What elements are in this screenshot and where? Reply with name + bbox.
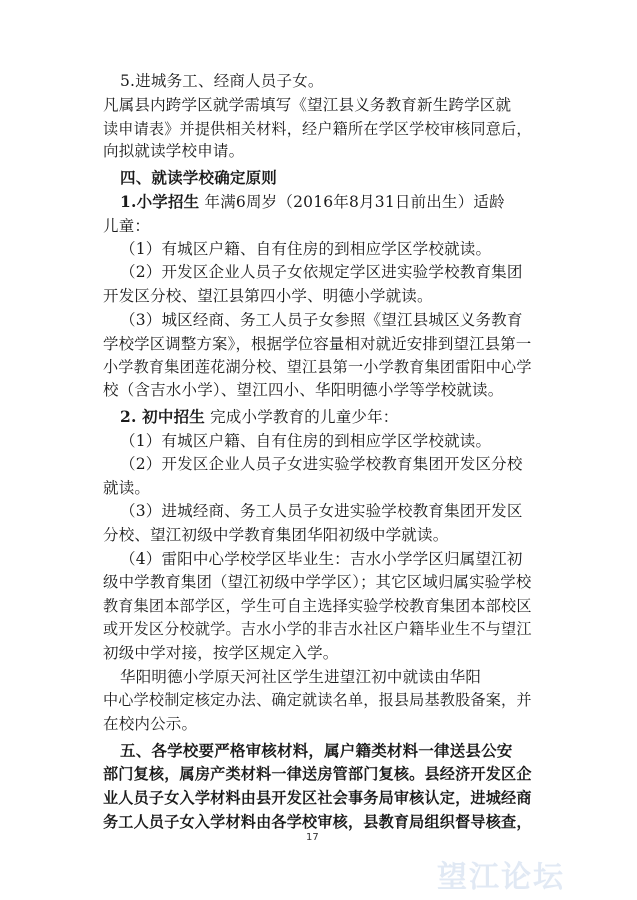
text-line-content: （3）进城经商、务工人员子女进实验学校教育集团开发区	[120, 502, 523, 520]
text-line	[103, 619, 532, 639]
text-line	[103, 380, 503, 400]
text-line	[103, 334, 531, 354]
text-line	[120, 549, 523, 569]
text-line	[120, 741, 513, 761]
text-line	[103, 643, 339, 663]
text-line	[103, 525, 448, 545]
text-line-content: 在校内公示。	[103, 715, 198, 733]
text-line-content: （1）有城区户籍、自有住房的到相应学区学校就读。	[120, 432, 492, 450]
text-line	[103, 788, 532, 808]
text-line-content: （3）城区经商、务工人员子女参照《望江县城区义务教育	[120, 311, 523, 329]
text-line-content: （1）有城区户籍、自有住房的到相应学区学校就读。	[120, 240, 492, 258]
text-line	[103, 216, 150, 236]
text-line	[120, 501, 523, 521]
text-line	[103, 572, 531, 592]
text-line	[103, 119, 532, 139]
text-line	[103, 812, 532, 832]
text-line-content: 学校学区调整方案》，根据学位容量相对就近安排到望江县第一	[103, 335, 532, 353]
text-line-content: （2）开发区企业人员子女依规定学区进实验学校教育集团	[120, 263, 523, 281]
text-line-content: （2）开发区企业人员子女进实验学校教育集团开发区分校	[120, 455, 523, 473]
text-line-content: 儿童：	[103, 217, 151, 235]
text-line-content: 开发区分校、望江县第四小学、明德小学就读。	[103, 287, 433, 305]
text-line-content: 或开发区分校就学。吉水小学的非吉水社区户籍毕业生不与望江	[103, 620, 532, 638]
text-line-content: 务工人员子女入学材料由各学校审核，县教育局组织督导核查，	[103, 813, 532, 831]
text-line	[120, 192, 505, 212]
watermark-text: 望江论坛	[437, 860, 565, 895]
text-line-content: 校（含吉水小学）、望江四小、华阳明德小学等学校就读。	[103, 381, 504, 399]
text-line-content: 中心学校制定核定办法、确定就读名单，报县局基教股备案，并	[103, 691, 532, 709]
text-line-content: 5.进城务工、经商人员子女。	[120, 72, 324, 90]
text-line-content: 分校、望江初级中学教育集团华阳初级中学就读。	[103, 526, 449, 544]
text-line-content: 部门复核，属房产类材料一律送房管部门复核。县经济开发区企	[103, 765, 532, 783]
text-line	[120, 454, 523, 474]
text-line	[120, 71, 324, 91]
text-line	[120, 262, 523, 282]
text-line-content: （4）雷阳中心学校学区毕业生：吉水小学学区归属望江初	[120, 550, 523, 568]
text-line	[103, 95, 511, 115]
text-line-content: 级中学教育集团（望江初级中学学区）；其它区域归属实验学校	[103, 573, 532, 591]
text-line	[120, 667, 481, 687]
text-line-content: 五、各学校要严格审核材料，属户籍类材料一律送县公安	[120, 741, 513, 760]
text-line	[103, 596, 532, 616]
text-line	[120, 431, 491, 451]
text-line-content: 就读。	[103, 479, 151, 497]
text-line-rest: 完成小学教育的儿童少年：	[204, 408, 399, 426]
text-line-content: 教育集团本部学区，学生可自主选择实验学校教育集团本部校区	[103, 597, 532, 615]
text-line-content: 初级中学对接，按学区规定入学。	[103, 644, 339, 662]
text-line-content: 向拟就读学校申请。	[103, 142, 245, 160]
watermark-logo	[437, 854, 633, 894]
text-line-content: 1.小学招生	[120, 192, 200, 211]
text-line	[103, 141, 244, 161]
text-line-content: 读申请表》并提供相关材料，经户籍所在学区学校审核同意后，	[103, 120, 532, 138]
text-line	[120, 310, 523, 330]
text-line-content: 2. 初中招生	[120, 407, 205, 426]
page-number: 17	[306, 832, 319, 843]
text-line-content: 凡属县内跨学区就学需填写《望江县义务教育新生跨学区就	[103, 96, 512, 114]
text-line	[103, 478, 150, 498]
text-line	[103, 286, 433, 306]
text-line-content: 华阳明德小学原天河社区学生进望江初中就读由华阳	[120, 668, 482, 686]
text-line	[103, 357, 532, 377]
text-line-content: 小学教育集团莲花湖分校、望江县第一小学教育集团雷阳中心学	[103, 358, 532, 376]
text-line-content: 四、就读学校确定原则	[120, 168, 278, 187]
text-line-rest: 年满6周岁（2016年8月31日前出生）适龄	[199, 193, 505, 211]
text-line	[103, 714, 197, 734]
text-line	[103, 764, 532, 784]
text-line	[120, 407, 399, 427]
text-line-content: 业人员子女入学材料由县开发区社会事务局审核认定，进城经商	[103, 789, 532, 807]
text-line	[120, 239, 491, 259]
text-line	[103, 690, 532, 710]
text-line	[120, 168, 277, 188]
